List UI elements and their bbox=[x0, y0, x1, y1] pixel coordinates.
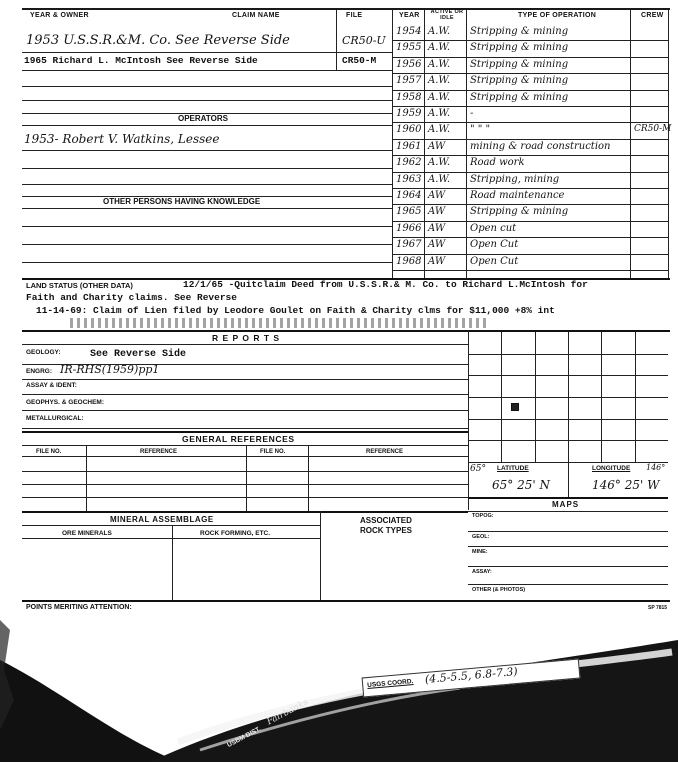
row-line bbox=[392, 122, 668, 123]
longitude-label: LONGITUDE bbox=[592, 465, 631, 472]
lat-lon-divider bbox=[568, 462, 569, 497]
row-line bbox=[468, 566, 668, 567]
row-line bbox=[468, 511, 668, 512]
row-line bbox=[22, 86, 392, 87]
row-line bbox=[392, 139, 668, 140]
land-status-line2: Faith and Charity claims. See Reverse bbox=[26, 292, 237, 303]
grid-line bbox=[468, 354, 668, 355]
row-line bbox=[468, 584, 668, 585]
operation-status: A.W. bbox=[428, 174, 451, 185]
operation-type: Stripping & mining bbox=[470, 92, 569, 103]
operation-status: AW bbox=[428, 190, 446, 201]
row-line bbox=[22, 394, 468, 395]
usgs-coord-value: (4.5-5.5, 6.8-7.3) bbox=[424, 664, 519, 686]
metallurgical-label: METALLURGICAL: bbox=[26, 415, 84, 422]
row-line bbox=[392, 188, 668, 189]
operation-status: A.W. bbox=[428, 26, 451, 37]
location-marker bbox=[511, 403, 519, 411]
grid-line bbox=[468, 397, 668, 398]
operation-status: A.W. bbox=[428, 42, 451, 53]
reports-title: R E P O R T S bbox=[212, 333, 281, 343]
row-line bbox=[392, 237, 668, 238]
ref-col-file-no: FILE NO. bbox=[36, 449, 62, 455]
lat-degree-note: 65° bbox=[470, 464, 486, 474]
operation-year: 1961 bbox=[396, 141, 422, 152]
operation-year: 1966 bbox=[396, 223, 422, 234]
operation-year: 1964 bbox=[396, 190, 422, 201]
row-line bbox=[22, 538, 320, 539]
form-number: SP 7815 bbox=[648, 605, 668, 611]
row-line bbox=[392, 40, 668, 41]
operation-type: " " " bbox=[470, 124, 491, 135]
grid-line bbox=[468, 440, 668, 441]
row-line bbox=[22, 150, 392, 151]
mineral-divider bbox=[172, 525, 173, 600]
operation-year: 1962 bbox=[396, 157, 422, 168]
land-status-line1: 12/1/65 -Quitclaim Deed from U.S.S.R.& M. Co. to Richard L.McIntosh for bbox=[183, 279, 588, 290]
latitude-label: LATITUDE bbox=[497, 465, 529, 472]
row-line bbox=[392, 204, 668, 205]
smudge-band bbox=[70, 318, 490, 328]
mineral-title: MINERAL ASSEMBLAGE bbox=[110, 515, 214, 524]
ref-col-reference2: REFERENCE bbox=[366, 449, 404, 455]
engrg-label: ENGRG: bbox=[26, 368, 52, 375]
latitude-value: 65° 25' N bbox=[492, 478, 550, 492]
row-line bbox=[22, 428, 468, 429]
operation-type: Road work bbox=[470, 157, 525, 168]
operation-status: A.W. bbox=[428, 108, 451, 119]
header-type-of-operation: TYPE OF OPERATION bbox=[518, 12, 597, 19]
header-claim-name: CLAIM NAME bbox=[232, 12, 280, 19]
row-line bbox=[22, 456, 468, 457]
operation-type: Stripping & mining bbox=[470, 75, 569, 86]
operation-status: A.W. bbox=[428, 157, 451, 168]
operation-year: 1965 bbox=[396, 206, 422, 217]
owner-entry-2: 1965 Richard L. McIntosh See Reverse Side bbox=[24, 55, 258, 66]
row-line bbox=[468, 531, 668, 532]
mineral-top-border bbox=[22, 511, 468, 513]
usbm-dist-value: Fairbanks bbox=[265, 697, 311, 728]
row-line bbox=[22, 70, 392, 71]
operation-status: AW bbox=[428, 223, 446, 234]
divider-right-edge bbox=[668, 10, 669, 278]
general-references-title: GENERAL REFERENCES bbox=[182, 434, 295, 444]
row-line bbox=[22, 471, 468, 472]
row-line bbox=[22, 125, 392, 126]
operation-status: AW bbox=[428, 206, 446, 217]
row-line bbox=[392, 221, 668, 222]
operation-type: - bbox=[470, 108, 474, 119]
geophys-label: GEOPHYS. & GEOCHEM: bbox=[26, 399, 105, 406]
row-line bbox=[22, 184, 392, 185]
other-persons-label: OTHER PERSONS HAVING KNOWLEDGE bbox=[103, 197, 261, 206]
ref-divider bbox=[86, 445, 87, 511]
ref-divider bbox=[308, 445, 309, 511]
header-year-owner: YEAR & OWNER bbox=[30, 12, 89, 19]
operation-type: Road maintenance bbox=[470, 190, 565, 201]
maps-mine: MINE: bbox=[472, 549, 488, 555]
operation-type: Stripping & mining bbox=[470, 59, 569, 70]
operation-type: Open Cut bbox=[470, 256, 519, 267]
lon-note: 146° bbox=[646, 463, 666, 472]
owner-entry-1: 1953 U.S.S.R.&M. Co. See Reverse Side bbox=[26, 33, 290, 48]
operation-status: AW bbox=[428, 239, 446, 250]
operation-year: 1963 bbox=[396, 174, 422, 185]
mineral-divider bbox=[320, 511, 321, 600]
land-status-label: LAND STATUS (OTHER DATA) bbox=[26, 281, 133, 290]
divider-reports-grid bbox=[468, 330, 469, 510]
header-year: YEAR bbox=[399, 12, 420, 19]
operation-status: AW bbox=[428, 256, 446, 267]
operation-year: 1968 bbox=[396, 256, 422, 267]
row-line bbox=[22, 100, 392, 101]
operation-type: Open Cut bbox=[470, 239, 519, 250]
operation-status: AW bbox=[428, 141, 446, 152]
row-line bbox=[392, 254, 668, 255]
divider-claim-file bbox=[336, 10, 337, 70]
rock-forming-label: ROCK FORMING, ETC. bbox=[200, 530, 271, 537]
operation-type: Stripping & mining bbox=[470, 42, 569, 53]
row-line bbox=[392, 270, 668, 271]
row-line bbox=[22, 525, 320, 526]
row-line bbox=[22, 262, 392, 263]
owner-file-2: CR50-M bbox=[342, 55, 377, 66]
operation-year: 1954 bbox=[396, 26, 422, 37]
row-line bbox=[22, 226, 392, 227]
maps-assay: ASSAY: bbox=[472, 569, 492, 575]
row-line bbox=[22, 484, 468, 485]
grid-line bbox=[468, 375, 668, 376]
operation-status: A.W. bbox=[428, 124, 451, 135]
row-line bbox=[22, 52, 392, 53]
damaged-card-edge bbox=[0, 600, 678, 762]
ref-divider bbox=[246, 445, 247, 511]
row-line bbox=[22, 168, 392, 169]
row-line bbox=[22, 445, 468, 446]
header-crew: CREW bbox=[641, 12, 664, 19]
land-status-line3: 11-14-69: Claim of Lien filed by Leodore Goulet on Faith & Charity clms for $11,000 +8% int bbox=[36, 305, 555, 316]
operation-type: mining & road construction bbox=[470, 141, 611, 152]
points-label: POINTS MERITING ATTENTION: bbox=[26, 604, 132, 611]
row-line bbox=[22, 244, 392, 245]
operation-type: Stripping & mining bbox=[470, 26, 569, 37]
maps-other: OTHER (& PHOTOS) bbox=[472, 587, 526, 593]
ref-col-reference: REFERENCE bbox=[140, 449, 178, 455]
operation-type: Open cut bbox=[470, 223, 517, 234]
maps-topog: TOPOG: bbox=[472, 513, 494, 519]
maps-geol: GEOL: bbox=[472, 534, 490, 540]
operators-label: OPERATORS bbox=[178, 114, 228, 123]
associated-label: ASSOCIATED bbox=[360, 516, 412, 525]
reports-top-border bbox=[22, 330, 670, 332]
header-file: FILE bbox=[346, 12, 363, 19]
operation-status: A.W. bbox=[428, 59, 451, 70]
usgs-coord-label: USGS COORD. bbox=[366, 678, 414, 690]
operation-year: 1957 bbox=[396, 75, 422, 86]
usbm-dist-label: USBM DIST. bbox=[226, 725, 263, 750]
row-line bbox=[392, 155, 668, 156]
row-line bbox=[22, 410, 468, 411]
row-line bbox=[468, 546, 668, 547]
operation-crew: CR50-M bbox=[634, 124, 672, 134]
row-line bbox=[22, 379, 468, 380]
geology-value: See Reverse Side bbox=[90, 349, 187, 360]
row-line bbox=[392, 172, 668, 173]
operation-year: 1956 bbox=[396, 59, 422, 70]
operation-status: A.W. bbox=[428, 75, 451, 86]
ore-minerals-label: ORE MINERALS bbox=[62, 530, 112, 537]
assay-ident-label: ASSAY & IDENT: bbox=[26, 382, 77, 389]
engrg-value: IR-RHS(1959)pp1 bbox=[60, 363, 160, 376]
row-line bbox=[392, 73, 668, 74]
maps-top-border bbox=[468, 497, 668, 499]
general-references-top-border bbox=[22, 431, 468, 433]
row-line bbox=[392, 106, 668, 107]
operation-year: 1955 bbox=[396, 42, 422, 53]
operation-type: Stripping & mining bbox=[470, 206, 569, 217]
operation-year: 1958 bbox=[396, 92, 422, 103]
operation-year: 1967 bbox=[396, 239, 422, 250]
operator-entry: 1953- Robert V. Watkins, Lessee bbox=[24, 132, 220, 146]
grid-line bbox=[468, 419, 668, 420]
maps-title: MAPS bbox=[552, 500, 580, 509]
row-line bbox=[22, 208, 392, 209]
operation-year: 1959 bbox=[396, 108, 422, 119]
longitude-value: 146° 25' W bbox=[592, 478, 660, 492]
operation-type: Stripping, mining bbox=[470, 174, 560, 185]
rock-types-label: ROCK TYPES bbox=[360, 526, 413, 535]
owner-file-1: CR50-U bbox=[342, 34, 386, 47]
row-line bbox=[392, 57, 668, 58]
ref-col-file-no2: FILE NO. bbox=[260, 449, 286, 455]
operation-year: 1960 bbox=[396, 124, 422, 135]
row-line bbox=[22, 497, 468, 498]
row-line bbox=[22, 344, 468, 345]
row-line bbox=[392, 90, 668, 91]
header-active-idle: ACTIVE OR IDLE bbox=[430, 9, 464, 21]
operation-status: A.W. bbox=[428, 92, 451, 103]
geology-label: GEOLOGY: bbox=[26, 349, 61, 356]
